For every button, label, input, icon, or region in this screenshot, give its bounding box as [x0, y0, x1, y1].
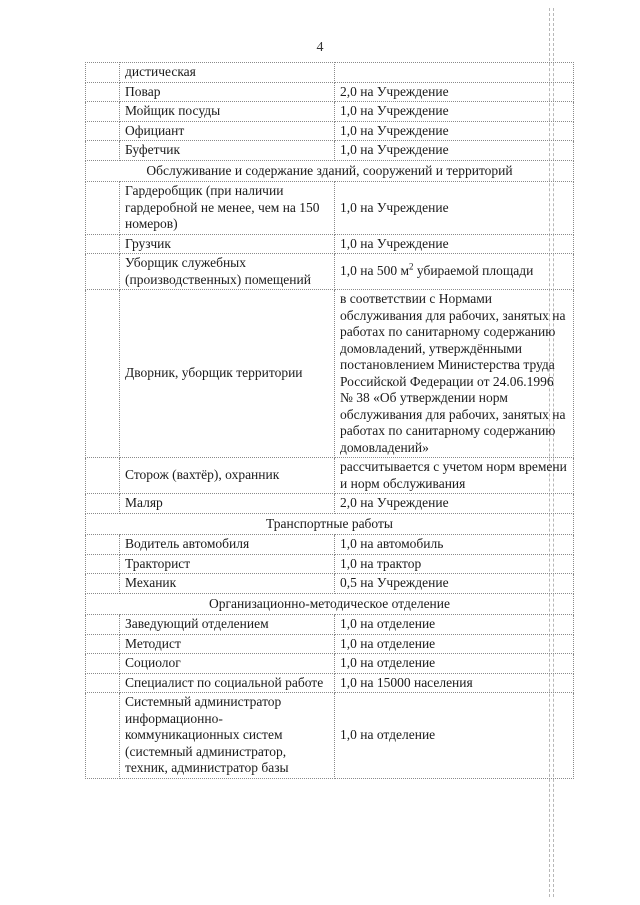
staffing-norm-cell: 1,0 на 15000 населения: [335, 673, 574, 693]
section-title: Организационно-методическое отделение: [86, 593, 574, 615]
position-name-cell: Повар: [120, 82, 335, 102]
staffing-norm-cell: 1,0 на отделение: [335, 654, 574, 674]
row-number-cell: [86, 673, 120, 693]
row-number-cell: [86, 63, 120, 83]
position-name-cell: Грузчик: [120, 234, 335, 254]
position-name-cell: Заведующий отделением: [120, 615, 335, 635]
staffing-norm-cell: 1,0 на отделение: [335, 615, 574, 635]
table-row: [86, 654, 574, 674]
position-name-cell: Буфетчик: [120, 141, 335, 161]
position-name-cell: Тракторист: [120, 554, 335, 574]
staffing-norm-cell: 1,0 на автомобиль: [335, 535, 574, 555]
section-header-row: [86, 513, 574, 535]
position-name-cell: Уборщик служебных (производственных) помещений: [120, 254, 335, 290]
staffing-norm-cell: 1,0 на Учреждение: [335, 234, 574, 254]
table-row: [86, 554, 574, 574]
staffing-norm-cell: 1,0 на трактор: [335, 554, 574, 574]
section-title: Обслуживание и содержание зданий, сооружений и территорий: [86, 160, 574, 182]
position-name-cell: Маляр: [120, 494, 335, 514]
position-name-cell: Системный администратор информационно-коммуникационных систем (системный администратор, техник, администратор базы: [120, 693, 335, 779]
row-number-cell: [86, 654, 120, 674]
staffing-norm-cell: [335, 254, 574, 290]
table-row: [86, 693, 574, 779]
position-name-cell: Сторож (вахтёр), охранник: [120, 458, 335, 494]
position-name-cell: Официант: [120, 121, 335, 141]
table-row: [86, 574, 574, 594]
row-number-cell: [86, 554, 120, 574]
staffing-norm-cell: в соответствии с Нормами обслуживания для рабочих, занятых на работах по санитарному содержанию домовладений, утверждёнными постановлением Министерства труда Российской Федерации от 24.06.1996 № 38 «Об утверждении норм обслуживания для рабочих, занятых на работах по санитарному содержанию домовладений»: [335, 290, 574, 458]
staffing-norm-cell: 1,0 на Учреждение: [335, 182, 574, 235]
table-row: [86, 121, 574, 141]
staffing-norm-cell: 1,0 на отделение: [335, 634, 574, 654]
table-row: [86, 634, 574, 654]
position-name-cell: Водитель автомобиля: [120, 535, 335, 555]
table-row: [86, 102, 574, 122]
section-header-row: [86, 593, 574, 615]
row-number-cell: [86, 121, 120, 141]
table-row: [86, 182, 574, 235]
page-number: 4: [316, 40, 324, 55]
row-number-cell: [86, 182, 120, 235]
norm-text: 1,0 на 500 м: [340, 263, 410, 279]
row-number-cell: [86, 234, 120, 254]
staffing-norm-cell: 1,0 на отделение: [335, 693, 574, 779]
table-row: [86, 63, 574, 83]
norm-text-tail: убираемой площади: [413, 263, 534, 279]
table-row: [86, 615, 574, 635]
staffing-norm-cell: 1,0 на Учреждение: [335, 141, 574, 161]
row-number-cell: [86, 615, 120, 635]
table-row: [86, 82, 574, 102]
row-number-cell: [86, 141, 120, 161]
row-number-cell: [86, 634, 120, 654]
norm-superscript: 2: [409, 261, 414, 272]
staffing-norm-cell: [335, 63, 574, 83]
position-name-cell: Социолог: [120, 654, 335, 674]
staffing-norm-cell: 1,0 на Учреждение: [335, 121, 574, 141]
row-number-cell: [86, 458, 120, 494]
row-number-cell: [86, 290, 120, 458]
section-title: Транспортные работы: [86, 513, 574, 535]
staffing-norm-cell: рассчитывается с учетом норм времени и норм обслуживания: [335, 458, 574, 494]
table-row: [86, 141, 574, 161]
table-row: [86, 458, 574, 494]
position-name-cell: Специалист по социальной работе: [120, 673, 335, 693]
position-name-cell: Гардеробщик (при наличии гардеробной не менее, чем на 150 номеров): [120, 182, 335, 235]
row-number-cell: [86, 693, 120, 779]
staffing-norm-cell: 2,0 на Учреждение: [335, 494, 574, 514]
staffing-norm-cell: 1,0 на Учреждение: [335, 102, 574, 122]
table-row: [86, 673, 574, 693]
position-name-cell: дистическая: [120, 63, 335, 83]
table-row: [86, 535, 574, 555]
staffing-norm-cell: 2,0 на Учреждение: [335, 82, 574, 102]
position-name-cell: Дворник, уборщик территории: [120, 290, 335, 458]
row-number-cell: [86, 82, 120, 102]
row-number-cell: [86, 102, 120, 122]
row-number-cell: [86, 494, 120, 514]
row-number-cell: [86, 574, 120, 594]
section-header-row: [86, 160, 574, 182]
row-number-cell: [86, 254, 120, 290]
table-row: [86, 234, 574, 254]
position-name-cell: Мойщик посуды: [120, 102, 335, 122]
position-name-cell: Методист: [120, 634, 335, 654]
row-number-cell: [86, 535, 120, 555]
table-row: [86, 254, 574, 290]
staff-norms-table: [85, 62, 574, 779]
position-name-cell: Механик: [120, 574, 335, 594]
table-row: [86, 494, 574, 514]
table-row: [86, 290, 574, 458]
staffing-norm-cell: 0,5 на Учреждение: [335, 574, 574, 594]
